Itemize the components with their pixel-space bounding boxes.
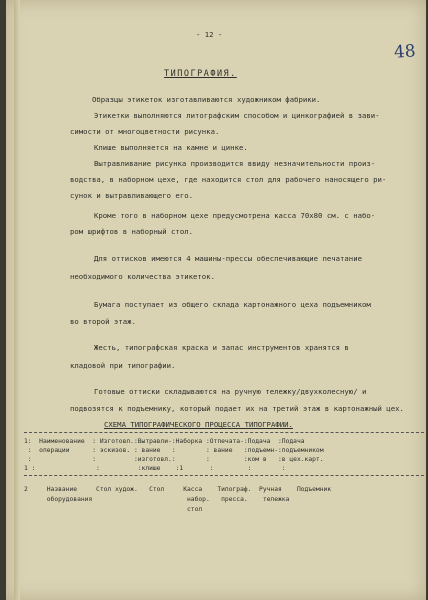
paragraph-line: Клише выполняется на камне и цинке. [94, 143, 248, 152]
paragraph-line: Образцы этикеток изготавливаются художником фабрики. [92, 95, 321, 104]
paragraph-line: сунок и вытравливающего его. [70, 191, 194, 200]
table-header-line: 1 : : :клише :1 : : : [24, 465, 286, 472]
table-header-line: : : :изготовл.: : :ком в :в цех.карт. [24, 456, 324, 463]
table-header-line: : операции : эскизов. : вание : : вание :подъемн-:подъемником [24, 447, 324, 454]
paragraph-line: Кроме того в наборном цехе предусмотрена касса 70х80 см. с набо- [94, 211, 376, 220]
folio-number: 48 [393, 41, 417, 63]
paragraph-line: подвозятся к подъемнику, который подает их на третий этаж в картонажный цех. [70, 404, 404, 413]
paragraph-line: Бумага поступает из общего склада картонажного цеха подъемником [94, 300, 371, 309]
paragraph-line: во второй этаж. [70, 317, 136, 326]
binding-edge [14, 0, 20, 600]
table-row-line: стол [24, 506, 203, 513]
paragraph-line: водства, в наборном цехе, где находится стол для рабочего наносящего ри- [70, 175, 387, 184]
table-mid-rule [24, 475, 424, 476]
table-row-line: оборудования набор. пресса. тележка [24, 496, 290, 503]
paragraph-line: кладовой при типографии. [70, 361, 176, 370]
paragraph-line: Вытравливание рисунка производится ввиду незначительности произ- [94, 159, 376, 168]
table-row-line: 2 Название Стол худож. Стол Касса Типограф. Ручная Подъемник [24, 486, 332, 493]
paragraph-line: симости от многоцветности рисунка. [70, 127, 220, 136]
paragraph-line: Готовые оттиски складываются на ручную тележку/двухколесную/ и [94, 387, 367, 396]
table-top-rule [24, 432, 424, 433]
document-title: ТИПОГРАФИЯ. [164, 69, 237, 79]
table-title: СХЕМА ТИПОГРАФИЧЕСКОГО ПРОЦЕССА ТИПОГРАФИИ. [104, 420, 293, 429]
document-page [6, 0, 426, 600]
paragraph-line: необходимого количества этикеток. [70, 272, 215, 281]
page-number: - 12 - [196, 30, 223, 39]
paragraph-line: ром шрифтов в наборный стол. [70, 227, 194, 236]
paragraph-line: Этикетки выполняются литографским способом и цинкографией в зави- [94, 111, 380, 120]
paragraph-line: Для оттисков имеются 4 машины-прессы обеспечивающие печатание [94, 254, 362, 263]
table-header-line: 1: Наименование : Изготовл.:Вытравли-:Наборка :Отпечата-:Подача :Подача [24, 438, 305, 445]
paragraph-line: Жесть, типографская краска и запас инструментов хранятся в [94, 343, 349, 352]
